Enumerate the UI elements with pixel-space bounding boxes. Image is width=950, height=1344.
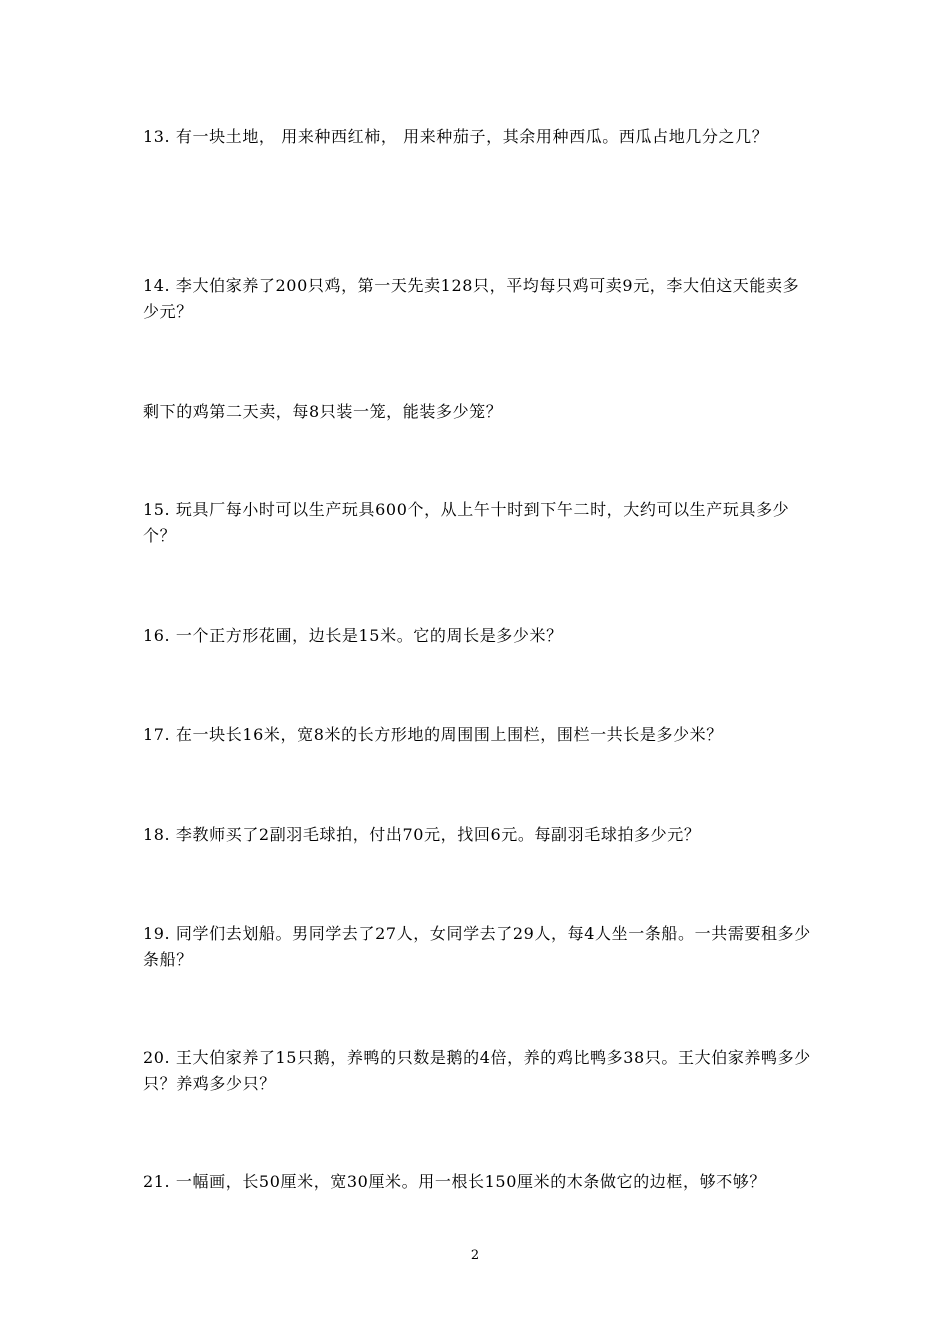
problem-21: 21. 一幅画，长50厘米，宽30厘米。用一根长150厘米的木条做它的边框，够不够？ [143,1172,766,1191]
problem-14: 14. 李大伯家养了200只鸡，第一天先卖128只，平均每只鸡可卖9元，李大伯这天能卖多少元？ [143,276,800,321]
problem-14-followup: 剩下的鸡第二天卖，每8只装一笼，能装多少笼？ [143,402,503,421]
problem-15: 15. 玩具厂每小时可以生产玩具600个，从上午十时到下午二时，大约可以生产玩具多少个？ [143,500,790,545]
problem-19: 19. 同学们去划船。男同学去了27人，女同学去了29人，每4人坐一条船。一共需要租多少条船？ [143,924,811,969]
problem-16: 16. 一个正方形花圃，边长是15米。它的周长是多少米？ [143,626,563,645]
page-number: 2 [470,1248,480,1263]
problem-13: 13. 有一块土地， 用来种西红柿， 用来种茄子，其余用种西瓜。西瓜占地几分之几？ [143,127,769,146]
problem-20: 20. 王大伯家养了15只鹅，养鸭的只数是鹅的4倍，养的鸡比鸭多38只。王大伯家养鸭多少只？养鸡多少只？ [143,1048,811,1093]
problem-17: 17. 在一块长16米，宽8米的长方形地的周围围上围栏，围栏一共长是多少米？ [143,725,723,744]
problem-18: 18. 李教师买了2副羽毛球拍，付出70元，找回6元。每副羽毛球拍多少元？ [143,825,701,844]
